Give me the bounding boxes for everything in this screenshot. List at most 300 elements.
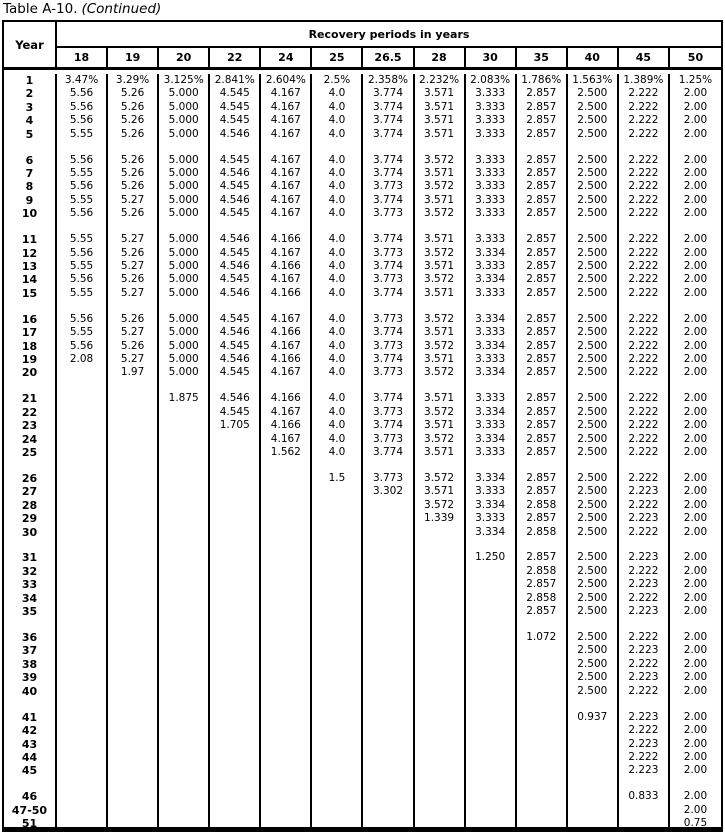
value-cell-24: 4.166 [261, 326, 312, 339]
value-cell-22: 4.545 [210, 207, 261, 220]
value-cell-25: 4.0 [312, 392, 363, 405]
column-header-28: 28 [415, 48, 466, 67]
value-cell-20 [159, 711, 210, 724]
value-cell-26.5: 3.774 [363, 260, 414, 273]
spacer-cell [415, 221, 466, 233]
year-cell: 12 [4, 247, 57, 260]
table-row-year-51 [4, 817, 721, 830]
value-cell-50: 2.00 [683, 207, 708, 220]
value-cell-28: 3.571 [415, 128, 466, 141]
table-row-year-26 [4, 472, 721, 485]
year-cell: 23 [4, 419, 57, 432]
value-cell-24: 4.167 [261, 247, 312, 260]
table-row-year-45 [4, 764, 721, 777]
value-cell-45: 2.222 [619, 114, 670, 127]
value-cell-22: 4.545 [210, 313, 261, 326]
value-cell-35: 2.857 [517, 353, 568, 366]
value-cell-18 [57, 433, 108, 446]
value-cell-25: 4.0 [312, 233, 363, 246]
spacer-cell [670, 460, 721, 472]
value-cell-28: 3.572 [415, 180, 466, 193]
value-cell-50: 2.00 [683, 631, 708, 644]
value-cell-40: 2.500 [568, 433, 619, 446]
value-cell-35 [517, 711, 568, 724]
value-cell-50: 2.00 [683, 167, 708, 180]
value-cell-22: 4.546 [210, 326, 261, 339]
value-cell-30: 2.083% [466, 74, 517, 87]
value-cell-50: 2.00 [683, 286, 708, 299]
value-cell-50: 2.00 [683, 684, 708, 697]
spacer-cell [363, 300, 414, 312]
value-cell-45: 2.222 [619, 180, 670, 193]
spacer-cell [670, 141, 721, 153]
value-cell-19 [108, 751, 159, 764]
value-cell-50: 0.75 [683, 817, 708, 830]
value-cell-50: 2.00 [683, 803, 708, 816]
value-cell-19 [108, 472, 159, 485]
value-cell-24 [261, 685, 312, 698]
spacer-cell [108, 460, 159, 472]
value-cell-40: 2.500 [568, 366, 619, 379]
spacer-cell [517, 619, 568, 631]
value-cell-40: 2.500 [568, 499, 619, 512]
spacer-cell [57, 380, 108, 392]
year-cell: 42 [4, 724, 57, 737]
table-row-year-11 [4, 233, 721, 246]
spacer-cell [363, 380, 414, 392]
value-cell-25 [312, 578, 363, 591]
value-cell-20: 5.000 [159, 326, 210, 339]
value-cell-40: 0.937 [568, 711, 619, 724]
value-cell-20 [159, 578, 210, 591]
value-cell-28 [415, 685, 466, 698]
value-cell-19 [108, 446, 159, 459]
value-cell-45 [619, 804, 670, 817]
value-cell-28: 3.571 [415, 287, 466, 300]
recovery-header-group [57, 22, 721, 70]
value-cell-45: 2.222 [619, 287, 670, 300]
value-cell-19: 5.26 [108, 114, 159, 127]
value-cell-20: 5.000 [159, 247, 210, 260]
value-cell-24: 4.167 [261, 273, 312, 286]
year-cell: 35 [4, 605, 57, 618]
value-cell-45: 2.222 [619, 313, 670, 326]
value-cell-35: 2.857 [517, 194, 568, 207]
value-cell-45: 2.222 [619, 366, 670, 379]
value-cell-19: 5.26 [108, 180, 159, 193]
value-cell-35 [517, 751, 568, 764]
value-cell-22 [210, 565, 261, 578]
spacer-cell [312, 698, 363, 710]
value-cell-30: 3.333 [466, 128, 517, 141]
value-cell-28 [415, 764, 466, 777]
value-cell-22 [210, 764, 261, 777]
spacer-cell [210, 539, 261, 551]
value-cell-28: 3.572 [415, 406, 466, 419]
table-row-year-27 [4, 485, 721, 498]
value-cell-19 [108, 392, 159, 405]
table-row-year-36 [4, 631, 721, 644]
table-title-continued: (Continued) [81, 1, 162, 17]
value-cell-19: 5.26 [108, 167, 159, 180]
value-cell-25: 4.0 [312, 313, 363, 326]
value-cell-30: 3.333 [466, 392, 517, 405]
year-cell: 3 [4, 101, 57, 114]
value-cell-50: 2.00 [683, 233, 708, 246]
value-cell-22 [210, 551, 261, 564]
value-cell-19: 3.29% [108, 74, 159, 87]
spacer-cell [261, 141, 312, 153]
value-cell-25: 4.0 [312, 154, 363, 167]
value-cell-28 [415, 751, 466, 764]
value-cell-18: 2.08 [57, 353, 108, 366]
value-cell-25: 4.0 [312, 340, 363, 353]
value-cell-35: 2.858 [517, 565, 568, 578]
value-cell-50: 2.00 [683, 710, 708, 723]
value-cell-28: 3.572 [415, 273, 466, 286]
value-cell-45: 2.223 [619, 551, 670, 564]
spacer-row [4, 619, 721, 631]
spacer-cell [57, 300, 108, 312]
value-cell-18 [57, 804, 108, 817]
value-cell-18: 5.56 [57, 154, 108, 167]
year-cell: 43 [4, 738, 57, 751]
value-cell-22 [210, 817, 261, 830]
spacer-cell [415, 380, 466, 392]
value-cell-26.5 [363, 790, 414, 803]
value-cell-35 [517, 738, 568, 751]
value-cell-22: 4.546 [210, 353, 261, 366]
value-cell-45: 2.222 [619, 406, 670, 419]
spacer-cell [568, 539, 619, 551]
value-cell-24 [261, 512, 312, 525]
value-cell-35 [517, 804, 568, 817]
column-header-45: 45 [619, 48, 670, 67]
spacer-cell [210, 619, 261, 631]
value-cell-24: 4.166 [261, 287, 312, 300]
value-cell-28 [415, 790, 466, 803]
year-cell: 16 [4, 313, 57, 326]
value-cell-19: 5.26 [108, 128, 159, 141]
value-cell-35: 2.857 [517, 406, 568, 419]
value-cell-19 [108, 711, 159, 724]
value-cell-26.5 [363, 738, 414, 751]
value-cell-28 [415, 644, 466, 657]
value-cell-24 [261, 526, 312, 539]
value-cell-35: 2.857 [517, 605, 568, 618]
value-cell-25 [312, 804, 363, 817]
value-cell-45: 2.222 [619, 340, 670, 353]
spacer-cell [210, 698, 261, 710]
value-cell-20 [159, 764, 210, 777]
value-cell-24: 4.166 [261, 392, 312, 405]
value-cell-19: 5.27 [108, 194, 159, 207]
value-cell-28: 3.571 [415, 485, 466, 498]
value-cell-24 [261, 738, 312, 751]
value-cell-18: 5.55 [57, 326, 108, 339]
spacer-cell [568, 221, 619, 233]
column-header-26.5: 26.5 [363, 48, 414, 67]
value-cell-25: 4.0 [312, 207, 363, 220]
value-cell-28: 3.571 [415, 101, 466, 114]
value-cell-22: 2.841% [210, 74, 261, 87]
value-cell-24: 4.167 [261, 154, 312, 167]
value-cell-26.5: 3.774 [363, 87, 414, 100]
value-cell-30: 3.333 [466, 512, 517, 525]
spacer-cell [670, 698, 721, 710]
value-cell-30: 3.334 [466, 472, 517, 485]
spacer-cell [57, 460, 108, 472]
spacer-row [4, 380, 721, 392]
value-cell-18 [57, 711, 108, 724]
value-cell-40 [568, 738, 619, 751]
year-cell: 37 [4, 644, 57, 657]
year-cell: 6 [4, 154, 57, 167]
value-cell-22: 4.546 [210, 287, 261, 300]
value-cell-20 [159, 738, 210, 751]
value-cell-18: 5.56 [57, 273, 108, 286]
value-cell-35: 2.857 [517, 154, 568, 167]
value-cell-26.5 [363, 644, 414, 657]
value-cell-45: 2.223 [619, 578, 670, 591]
value-cell-18 [57, 472, 108, 485]
spacer-cell [108, 380, 159, 392]
value-cell-35: 2.857 [517, 313, 568, 326]
value-cell-19: 5.26 [108, 340, 159, 353]
value-cell-50: 2.00 [683, 114, 708, 127]
table-row-year-6 [4, 154, 721, 167]
value-cell-24 [261, 499, 312, 512]
spacer-cell [312, 380, 363, 392]
value-cell-18: 5.56 [57, 207, 108, 220]
year-cell: 26 [4, 472, 57, 485]
value-cell-18 [57, 406, 108, 419]
value-cell-26.5: 2.358% [363, 74, 414, 87]
value-cell-20 [159, 631, 210, 644]
value-cell-50: 2.00 [683, 87, 708, 100]
value-cell-45: 2.222 [619, 592, 670, 605]
spacer-cell [210, 300, 261, 312]
value-cell-40: 2.500 [568, 631, 619, 644]
table-row-year-43 [4, 738, 721, 751]
value-cell-45: 2.223 [619, 711, 670, 724]
value-cell-28: 3.571 [415, 392, 466, 405]
spacer-cell [108, 539, 159, 551]
value-cell-25 [312, 551, 363, 564]
value-cell-19 [108, 790, 159, 803]
value-cell-50: 2.00 [683, 353, 708, 366]
column-header-30: 30 [466, 48, 517, 67]
spacer-cell [517, 300, 568, 312]
spacer-cell [312, 778, 363, 790]
value-cell-18 [57, 724, 108, 737]
spacer-cell [159, 141, 210, 153]
value-cell-26.5 [363, 512, 414, 525]
spacer-cell [466, 141, 517, 153]
value-cell-18 [57, 499, 108, 512]
spacer-cell [670, 778, 721, 790]
value-cell-25 [312, 526, 363, 539]
value-cell-50: 2.00 [683, 764, 708, 777]
year-cell: 44 [4, 751, 57, 764]
value-cell-19 [108, 738, 159, 751]
value-cell-19: 5.26 [108, 154, 159, 167]
value-cell-25 [312, 592, 363, 605]
value-cell-40: 2.500 [568, 128, 619, 141]
value-cell-35: 2.857 [517, 128, 568, 141]
spacer-cell [568, 141, 619, 153]
value-cell-45: 2.222 [619, 167, 670, 180]
spacer-cell [261, 221, 312, 233]
value-cell-25: 4.0 [312, 353, 363, 366]
value-cell-35: 2.857 [517, 578, 568, 591]
spacer-cell [619, 141, 670, 153]
year-cell: 18 [4, 340, 57, 353]
value-cell-35: 2.857 [517, 260, 568, 273]
value-cell-30 [466, 724, 517, 737]
value-cell-24 [261, 751, 312, 764]
value-cell-35: 2.857 [517, 207, 568, 220]
value-cell-22: 4.546 [210, 260, 261, 273]
value-cell-40: 2.500 [568, 551, 619, 564]
value-cell-26.5 [363, 499, 414, 512]
value-cell-26.5: 3.774 [363, 287, 414, 300]
value-cell-30: 3.333 [466, 207, 517, 220]
value-cell-50: 2.00 [683, 551, 708, 564]
value-cell-45: 2.222 [619, 526, 670, 539]
value-cell-20 [159, 817, 210, 830]
value-cell-20 [159, 804, 210, 817]
value-cell-26.5: 3.774 [363, 392, 414, 405]
value-cell-22 [210, 631, 261, 644]
year-cell: 14 [4, 273, 57, 286]
value-cell-40 [568, 724, 619, 737]
year-cell: 7 [4, 167, 57, 180]
value-cell-24 [261, 485, 312, 498]
value-cell-20: 5.000 [159, 366, 210, 379]
spacer-cell [210, 380, 261, 392]
value-cell-50: 2.00 [683, 724, 708, 737]
spacer-row [4, 460, 721, 472]
value-cell-19: 5.26 [108, 207, 159, 220]
value-cell-22 [210, 605, 261, 618]
value-cell-20 [159, 406, 210, 419]
value-cell-20 [159, 419, 210, 432]
value-cell-18: 5.56 [57, 101, 108, 114]
spacer-cell [619, 619, 670, 631]
value-cell-50: 2.00 [683, 260, 708, 273]
value-cell-18 [57, 512, 108, 525]
spacer-cell [57, 539, 108, 551]
value-cell-19 [108, 485, 159, 498]
table-row-year-46 [4, 790, 721, 803]
spacer-cell [415, 141, 466, 153]
spacer-cell [4, 221, 57, 233]
value-cell-22 [210, 644, 261, 657]
value-cell-45: 2.223 [619, 764, 670, 777]
value-cell-18 [57, 485, 108, 498]
value-cell-18: 5.56 [57, 313, 108, 326]
spacer-cell [210, 141, 261, 153]
value-cell-35: 2.857 [517, 167, 568, 180]
value-cell-40: 1.563% [568, 74, 619, 87]
year-cell: 30 [4, 526, 57, 539]
table-row-year-21 [4, 392, 721, 405]
spacer-cell [363, 619, 414, 631]
year-cell: 15 [4, 287, 57, 300]
year-cell: 10 [4, 207, 57, 220]
value-cell-30 [466, 578, 517, 591]
spacer-cell [363, 460, 414, 472]
value-cell-20 [159, 551, 210, 564]
value-cell-22 [210, 751, 261, 764]
value-cell-50: 2.00 [683, 750, 708, 763]
value-cell-18 [57, 671, 108, 684]
value-cell-50: 2.00 [683, 100, 708, 113]
value-cell-19 [108, 764, 159, 777]
value-cell-28: 3.571 [415, 446, 466, 459]
value-cell-28: 3.572 [415, 433, 466, 446]
table-row-year-20 [4, 366, 721, 379]
value-cell-22: 4.545 [210, 180, 261, 193]
value-cell-35: 2.857 [517, 287, 568, 300]
value-cell-35 [517, 685, 568, 698]
year-cell: 5 [4, 128, 57, 141]
spacer-cell [670, 221, 721, 233]
value-cell-20: 5.000 [159, 233, 210, 246]
value-cell-24: 4.167 [261, 180, 312, 193]
spacer-cell [159, 698, 210, 710]
value-cell-19 [108, 592, 159, 605]
value-cell-24 [261, 804, 312, 817]
value-cell-24: 4.166 [261, 419, 312, 432]
value-cell-20 [159, 605, 210, 618]
value-cell-50: 2.00 [683, 446, 708, 459]
value-cell-18 [57, 817, 108, 830]
table-row-year-30 [4, 526, 721, 539]
value-cell-26.5: 3.774 [363, 154, 414, 167]
value-cell-30: 3.334 [466, 499, 517, 512]
spacer-cell [517, 141, 568, 153]
spacer-cell [108, 221, 159, 233]
value-cell-40: 2.500 [568, 605, 619, 618]
spacer-cell [517, 221, 568, 233]
value-cell-45: 2.222 [619, 353, 670, 366]
value-cell-22: 4.546 [210, 167, 261, 180]
value-cell-24: 4.167 [261, 114, 312, 127]
value-cell-28: 3.571 [415, 353, 466, 366]
value-cell-18: 5.55 [57, 233, 108, 246]
spacer-cell [619, 460, 670, 472]
value-cell-50: 2.00 [683, 339, 708, 352]
value-cell-20 [159, 592, 210, 605]
value-cell-18 [57, 446, 108, 459]
value-cell-26.5: 3.774 [363, 167, 414, 180]
value-cell-18 [57, 790, 108, 803]
spacer-cell [619, 698, 670, 710]
spacer-cell [210, 221, 261, 233]
spacer-cell [312, 460, 363, 472]
value-cell-22: 4.545 [210, 406, 261, 419]
spacer-cell [517, 778, 568, 790]
value-cell-35: 2.857 [517, 340, 568, 353]
year-cell: 40 [4, 685, 57, 698]
spacer-cell [4, 539, 57, 551]
value-cell-40 [568, 790, 619, 803]
table-row-year-18 [4, 340, 721, 353]
value-cell-20 [159, 565, 210, 578]
value-cell-22 [210, 790, 261, 803]
